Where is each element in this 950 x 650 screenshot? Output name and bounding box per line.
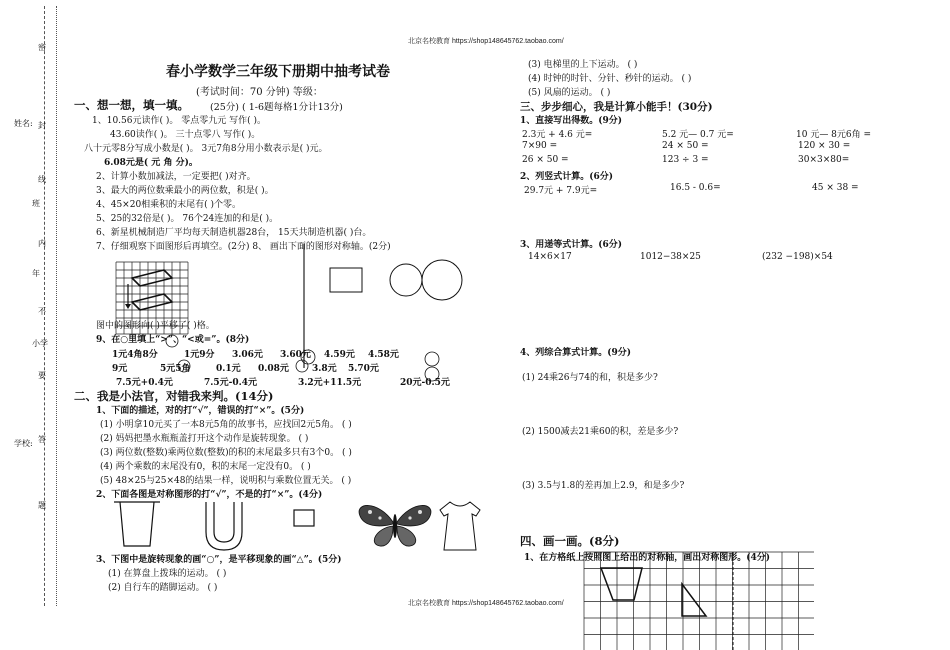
grid-lines <box>584 552 814 650</box>
vertical-calc-item: 29.7元 + 7.9元= <box>524 186 598 196</box>
q6-line: 6、新星机械制造厂平均每天制造机器28台， 15天共制造机器( )台。 <box>96 228 372 238</box>
stepwise-item: 14×6×17 <box>528 252 572 262</box>
seal-word: 题 <box>38 501 46 510</box>
compare-item: 0.08元 <box>258 364 289 374</box>
calc-item: 26 × 50 = <box>522 155 569 165</box>
compare-circle[interactable] <box>166 335 178 347</box>
judge-item: (3) 两位数(整数)乘两位数(整数)的积的末尾最多只有3个0。 ( ) <box>100 448 352 458</box>
q1-line: 43.60读作( )。 三十点零八 写作( )。 <box>110 130 261 140</box>
name-label: 姓名: <box>14 119 33 128</box>
seal-word: 内 <box>38 239 46 248</box>
q1-line: 八十元零8分写成小数是( )。 3元7角8分用小数表示是( )元。 <box>84 144 328 154</box>
judge-item: (2) 妈妈把墨水瓶瓶盖打开这个动作是旋转现象。 ( ) <box>100 434 309 444</box>
stepwise-item: 1012−38×25 <box>640 252 701 262</box>
word-problem: (3) 3.5与1.8的差再加上2.9，和是多少? <box>522 481 685 491</box>
compare-item: 3.06元 <box>232 350 263 360</box>
section-3-heading: 三、步步细心，我是计算小能手！(30分) <box>520 101 713 113</box>
stepwise-item: (232 −198)×54 <box>762 252 833 262</box>
q5-line: 5、25的32倍是( )。 76个24连加的和是( )。 <box>96 214 279 224</box>
q1-line: 1、10.56元读作( )。 零点零九元 写作( )。 <box>92 116 266 126</box>
word-problem: (2) 1500减去21乘60的积，差是多少? <box>522 427 679 437</box>
seal-word: 封 <box>38 121 46 130</box>
calc-item: 30×3×80= <box>798 155 850 165</box>
q1-line: 6.08元是( 元 角 分)。 <box>104 158 198 168</box>
s2-q3-heading: 3、下图中是旋转现象的画“○”，是平移现象的画“△”。(5分) <box>96 555 342 565</box>
seal-word: 线 <box>38 175 46 184</box>
compare-item: 1元9分 <box>184 350 215 360</box>
dress-shape <box>440 502 480 550</box>
compare-item: 5元5角 <box>160 364 191 374</box>
calc-item: 2.3元 + 4.6 元= <box>522 130 593 140</box>
header-text: 北京名校教育 https://shop148645762.taobao.com/ <box>408 38 564 45</box>
s3-q1-heading: 1、直接写出得数。(9分) <box>520 116 623 126</box>
s2-q2-heading: 2、下面各图是对称图形的打“√”，不是的打“×”。(4分) <box>96 490 323 500</box>
section-2-heading: 二、我是小法官，对错我来判。(14分) <box>74 389 274 403</box>
s3-q4-heading: 4、列综合算式计算。(9分) <box>520 348 632 358</box>
subtitle: (考试时间：70 分钟) 等级： <box>196 87 323 98</box>
vertical-calc-item: 45 × 38 = <box>812 183 859 193</box>
compare-circle[interactable] <box>178 360 190 372</box>
compare-item: 7.5元+0.4元 <box>116 378 173 388</box>
compare-item: 3.2元+11.5元 <box>298 378 362 388</box>
section-1-heading: 一、想一想，填一填。 <box>74 98 189 112</box>
compare-item: 20元-0.5元 <box>400 378 450 388</box>
judge-item: (1) 小明拿10元买了一本8元5角的故事书，应找回2元5角。 ( ) <box>100 420 352 430</box>
q7-line: 7、仔细观察下面图形后再填空。(2分) 8、 画出下面的图形对称轴。(2分) <box>96 242 391 252</box>
compare-circle[interactable] <box>425 352 439 366</box>
page-title: 春小学数学三年级下册期中抽考试卷 <box>166 64 390 80</box>
u-shape <box>206 502 242 550</box>
butterfly-image <box>359 505 431 546</box>
compare-item: 9元 <box>112 364 128 374</box>
compare-item: 0.1元 <box>216 364 241 374</box>
triangle-shape <box>682 584 706 616</box>
q9-heading: 9、在○里填上“>”、“<或=”。(8分) <box>96 335 250 345</box>
word-problem: (1) 24乘26与74的和，积是多少? <box>522 373 658 383</box>
compare-circle[interactable] <box>301 350 315 364</box>
compare-item: 3.8元 <box>312 364 337 374</box>
drawing-grid <box>584 552 814 650</box>
motion-item: (1) 在算盘上拨珠的运动。 ( ) <box>108 569 227 579</box>
calc-item: 7×90 = <box>522 141 558 151</box>
calc-item: 120 × 30 = <box>798 141 851 151</box>
beaker-shape <box>114 502 160 546</box>
compare-item: 7.5元-0.4元 <box>204 378 258 388</box>
q7-answer: 图中的图形向( )平移了( )格。 <box>96 321 215 331</box>
small-square <box>294 510 314 526</box>
calc-item: 24 × 50 = <box>662 141 709 151</box>
compare-item: 5.70元 <box>348 364 379 374</box>
compare-item: 1元4角8分 <box>112 350 158 360</box>
s2-q1-heading: 1、下面的描述，对的打“√”，错误的打“×”。(5分) <box>96 406 305 416</box>
symmetry-figures <box>110 498 480 552</box>
class-label: 小学 <box>32 339 48 348</box>
judge-item: (5) 48×25与25×48的结果一样，说明积与乘数位置无关。 ( ) <box>100 476 352 486</box>
seal-word: 要 <box>38 371 46 380</box>
motion-item: (2) 自行车的踏脚运动。 ( ) <box>108 583 218 593</box>
compare-circle[interactable] <box>296 360 308 372</box>
section-1-score: (25分) ( 1-6题每格1分计13分) <box>210 102 343 113</box>
compare-circle[interactable] <box>425 367 439 381</box>
s3-q3-heading: 3、用递等式计算。(6分) <box>520 240 623 250</box>
section-4-heading: 四、画一画。(8分) <box>520 534 620 548</box>
compare-item: 4.59元 <box>324 350 355 360</box>
motion-item: (4) 时钟的时针、分针、秒针的运动。 ( ) <box>528 74 692 84</box>
q4-line: 4、45×20相乘积的末尾有( )个零。 <box>96 200 242 210</box>
judge-item: (4) 两个乘数的末尾没有0，积的末尾一定没有0。 ( ) <box>100 462 311 472</box>
s4-q1-instruction: 1、在方格纸上按照图上给出的对称轴，画出对称图形。(4分) <box>524 553 771 563</box>
calc-item: 123 ÷ 3 = <box>662 155 709 165</box>
drawing-grid-figure <box>584 552 814 650</box>
trapezoid-shape <box>601 568 642 600</box>
motion-item: (3) 电梯里的上下运动。 ( ) <box>528 60 638 70</box>
seal-word: 答 <box>38 435 46 444</box>
motion-item: (5) 风扇的运动。 ( ) <box>528 88 611 98</box>
school-label: 学校: <box>14 439 33 448</box>
ban-label: 班 <box>32 199 40 208</box>
seal-word: 密 <box>38 43 46 52</box>
compare-item: 4.58元 <box>368 350 399 360</box>
calc-item: 5.2 元— 0.7 元= <box>662 130 734 140</box>
seal-word: 不 <box>38 307 46 316</box>
q2-line: 2、计算小数加减法，一定要把( )对齐。 <box>96 172 256 182</box>
footer-text: 北京名校教育 https://shop148645762.taobao.com/ <box>408 600 564 607</box>
q3-line: 3、最大的两位数乘最小的两位数，积是( )。 <box>96 186 274 196</box>
calc-item: 10 元— 8元6角 = <box>796 130 872 140</box>
s3-q2-heading: 2、列竖式计算。(6分) <box>520 172 614 182</box>
compare-item: 3.60元 <box>280 350 311 360</box>
grade-label: 年 <box>32 269 40 278</box>
vertical-calc-item: 16.5 - 0.6= <box>670 183 721 193</box>
